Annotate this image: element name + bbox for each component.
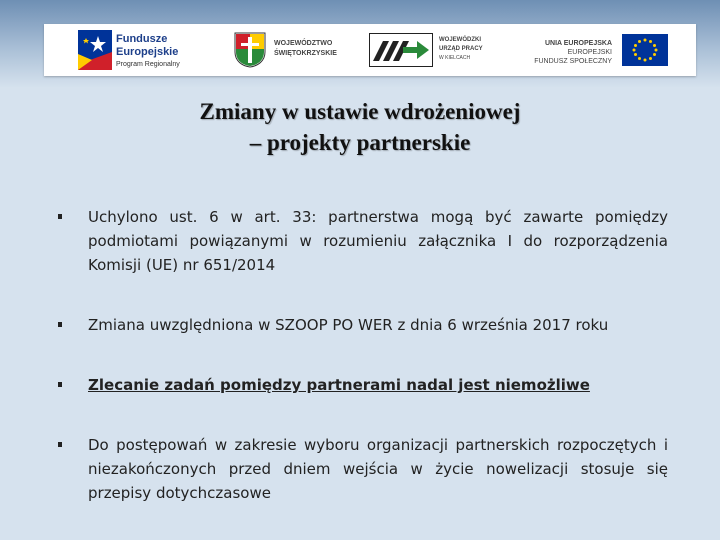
coat-of-arms-icon [234,32,266,68]
bullet-text: Zmiana uwzględniona w SZOOP PO WER z dnia 6 września 2017 roku [88,316,609,334]
logo-text-line: URZĄD PRACY [439,46,483,52]
logo-text-line: ŚWIĘTOKRZYSKIE [274,50,337,57]
bullet-text: Do postępowań w zakresie wyboru organizacji partnerskich rozpoczętych i niezakończonych przed dniem wejścia w życie nowelizacji stosuje się przepisy dotychczasowe [88,436,668,502]
bullet-marker [58,382,62,387]
bullet-text: Uchylono ust. 6 w art. 33: partnerstwa mogą być zawarte pomiędzy podmiotami powiązanymi w rozumieniu załącznika I do rozporządzenia Komisji (UE) nr 651/2014 [88,208,668,274]
eu-funds-star-icon [78,30,112,70]
bullet-text: Zlecanie zadań pomiędzy partnerami nadal jest niemożliwe [88,376,590,394]
wojewodztwo-logo [232,24,352,76]
logo-strip [44,24,696,76]
slide-title-line-1: Zmiany w ustawie wdrożeniowej [199,99,521,124]
logo-text-line: Fundusze [116,33,168,45]
eu-flag-icon [622,34,668,66]
logo-text-line: Program Regionalny [116,61,180,68]
logo-text-line: Europejskie [116,46,179,58]
bullet-marker [58,322,62,327]
logo-text-line: WOJEWÓDZKI [439,37,481,43]
wup-kielce-logo [367,24,517,76]
bullet-marker [58,214,62,219]
labour-office-icon [369,33,433,67]
slide-title-line-2: – projekty partnerskie [249,130,471,155]
logo-text-line: UNIA EUROPEJSKA [544,40,612,47]
logo-text-line: W KIELCACH [439,55,471,61]
fundusze-europejskie-logo [74,24,224,76]
eu-efs-logo [532,24,692,76]
logo-text-line: WOJEWÓDZTWO [274,40,333,47]
bullet-marker [58,442,62,447]
logo-text-line: FUNDUSZ SPOŁECZNY [534,58,612,65]
slide-title [60,96,660,158]
logo-text-line: EUROPEJSKI [567,49,612,56]
